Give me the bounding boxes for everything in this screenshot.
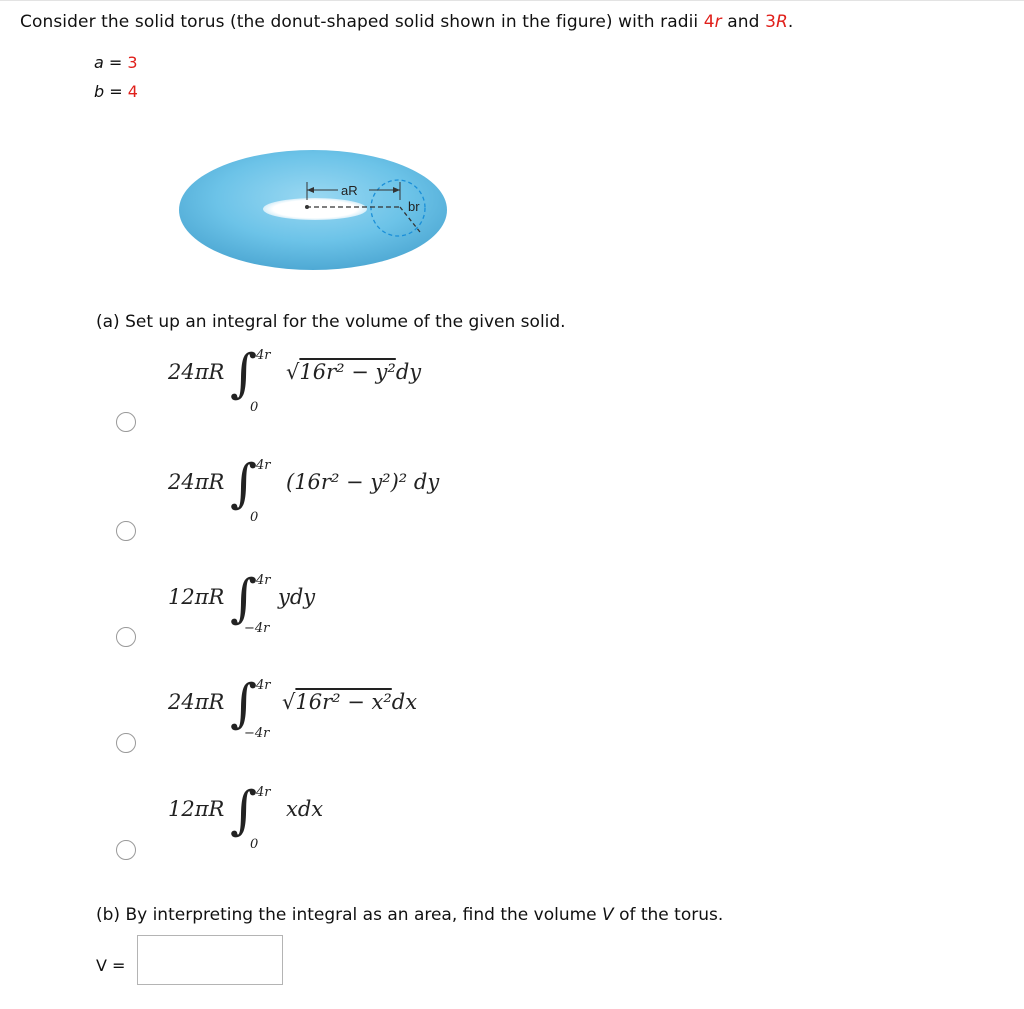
integral-sign: ∫	[230, 569, 258, 629]
br-label: br	[408, 199, 420, 214]
part-a-prompt: (a) Set up an integral for the volume of the given solid.	[96, 312, 566, 332]
integral-sign: ∫	[230, 454, 258, 514]
integral-sign: ∫	[230, 344, 258, 404]
part-b-prompt: (b) By interpreting the integral as an area, find the volume V of the torus.	[96, 905, 724, 925]
radius-1: 4r	[703, 12, 722, 32]
torus-hole	[263, 198, 367, 220]
aR-label: aR	[341, 183, 358, 198]
option-3-radio[interactable]	[116, 627, 136, 647]
question-intro: Consider the solid torus (the donut-shaped solid shown in the figure) with radii 4r and 3R.	[20, 12, 794, 32]
option-4-radio[interactable]	[116, 733, 136, 753]
volume-answer-label: V =	[96, 956, 126, 975]
param-b: b = 4	[94, 82, 138, 101]
center-dot	[305, 205, 309, 209]
option-1-radio[interactable]	[116, 412, 136, 432]
integral-sign: ∫	[230, 781, 258, 841]
param-a: a = 3	[94, 53, 138, 72]
option-5-radio[interactable]	[116, 840, 136, 860]
option-2-radio[interactable]	[116, 521, 136, 541]
integral-sign: ∫	[230, 674, 258, 734]
torus-figure	[178, 150, 448, 275]
top-divider	[0, 0, 1024, 1]
radius-2: 3R	[765, 12, 788, 32]
volume-answer-input[interactable]	[137, 935, 283, 985]
